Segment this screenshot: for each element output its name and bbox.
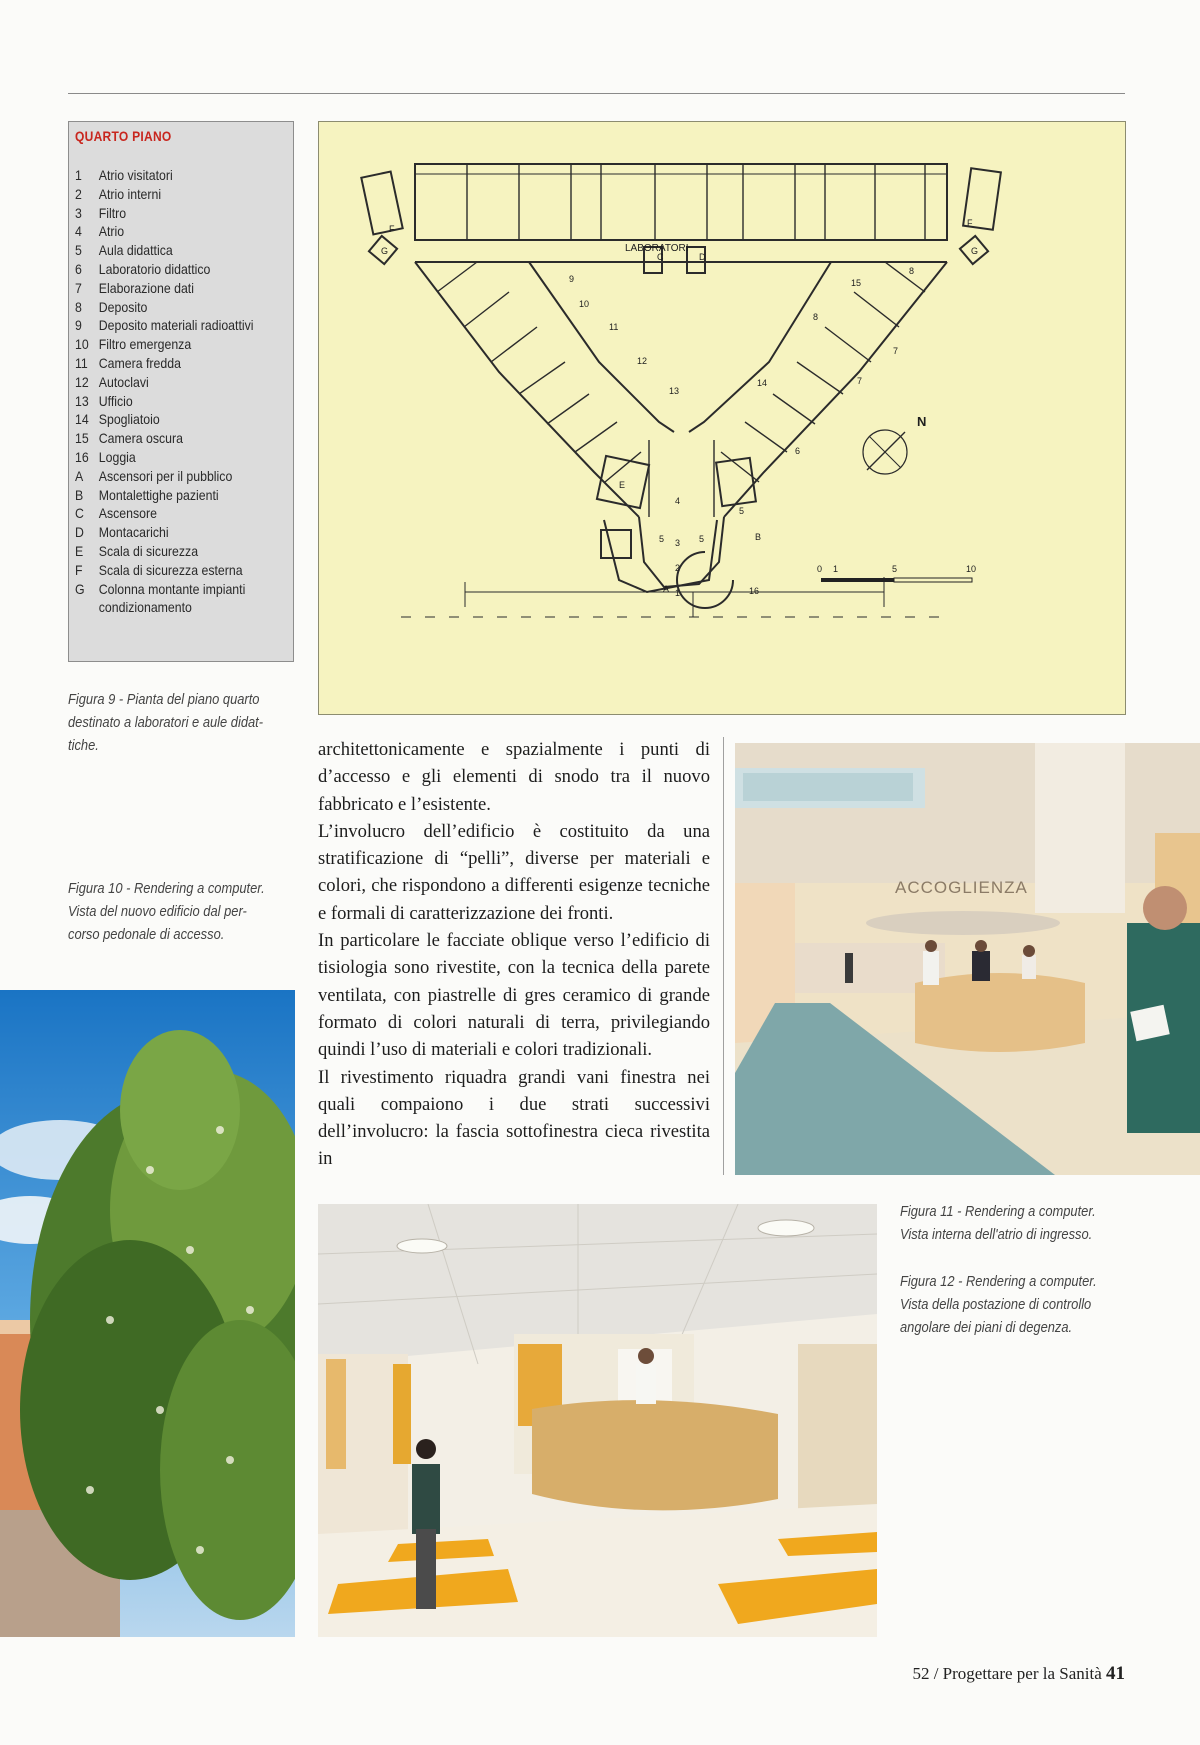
legend-key: F: [75, 561, 83, 578]
room-label: 9: [569, 274, 575, 284]
legend-label: Elaborazione dati: [98, 279, 194, 296]
legend-label: Spogliatoio: [98, 411, 160, 428]
scale-tick-label: 5: [892, 564, 898, 574]
legend-key: 3: [75, 204, 82, 221]
caption-figure-10: [68, 877, 265, 946]
legend-item: [75, 504, 291, 523]
legend-item: [75, 580, 291, 599]
column-rule: [723, 737, 724, 1175]
caption-line: tiche.: [68, 737, 99, 754]
legend-item: [75, 204, 291, 223]
legend-item: [75, 316, 291, 335]
legend-key: 16: [75, 448, 89, 465]
legend-label: Laboratorio didattico: [98, 260, 211, 277]
legend-item: [75, 279, 291, 298]
room-label: A: [663, 584, 670, 594]
legend-label: condizionamento: [98, 599, 192, 616]
legend-label: Atrio visitatori: [98, 167, 173, 183]
room-label: 8: [909, 266, 915, 276]
legend-key: 14: [75, 411, 89, 428]
legend-item: [75, 373, 291, 392]
legend-label: Scala di sicurezza esterna: [98, 561, 243, 578]
legend-label: Deposito: [98, 298, 148, 315]
caption-line: Figura 11 - Rendering a computer.: [900, 1203, 1096, 1220]
room-label: 5: [659, 534, 665, 544]
room-label: 11: [609, 322, 619, 332]
legend-item: [75, 298, 291, 317]
legend-key: C: [75, 505, 84, 522]
room-label: E: [619, 480, 626, 490]
legend-key: 10: [75, 336, 89, 353]
room-label: 15: [851, 278, 862, 288]
room-label: 4: [675, 496, 681, 506]
room-label: 2: [675, 563, 681, 573]
legend-label: Filtro: [98, 204, 127, 221]
legend-key: 7: [75, 279, 82, 296]
floor-plan-drawing: [319, 122, 1127, 716]
legend-key: 4: [75, 223, 82, 240]
legend-item: [75, 467, 291, 486]
legend-item: [75, 542, 291, 561]
room-label: D: [699, 252, 706, 262]
legend-item: [75, 166, 291, 185]
legend-label: Deposito materiali radioattivi: [98, 317, 254, 334]
paragraph: L’involucro dell’edificio è costituito da una stratificazione di “pelli”, diverse per materiali e colori, che rispondono a differenti esigenze tecniche e formali di caratterizzazione dei fronti.: [318, 820, 710, 924]
room-label: 8: [813, 312, 819, 322]
legend-label: Atrio interni: [98, 185, 162, 202]
legend-label: Camera fredda: [98, 354, 181, 371]
room-label: F: [389, 224, 395, 234]
legend-key: 13: [75, 392, 89, 409]
legend-item: [75, 392, 291, 411]
caption-line: Vista del nuovo edificio dal per-: [68, 903, 247, 920]
paragraph: In particolare le facciate oblique verso l’edificio di tisiologia sono rivestite, con la tecnica della parete ventilata, con piastrelle di gres ceramico di grande formato di colori naturali di terra, privilegiando quindi l’uso di materiali e colori tradizionali.: [318, 930, 710, 1061]
scale-tick-label: 10: [966, 564, 977, 574]
lab-block: [415, 164, 947, 240]
legend-key: G: [75, 580, 85, 597]
room-label: 13: [669, 386, 680, 396]
legend-key: 5: [75, 242, 82, 259]
legend-item: [75, 260, 291, 279]
legend-key: 15: [75, 430, 89, 447]
photo-building-exterior: [0, 990, 295, 1637]
legend-key: B: [75, 486, 84, 503]
legend-item: [75, 185, 291, 204]
issue-number: 41: [1106, 1663, 1125, 1684]
room-label: 6: [795, 446, 801, 456]
legend-item: [75, 354, 291, 373]
room-label: 7: [893, 346, 899, 356]
legend-label: Scala di sicurezza: [98, 542, 199, 559]
article-body: [318, 736, 710, 1173]
legend-item: [75, 429, 291, 448]
legend-key: 12: [75, 373, 89, 390]
legend-label: Montalettighe pazienti: [98, 486, 219, 503]
north-label: N: [917, 414, 927, 429]
paragraph: architettonicamente e spazialmente i punti di d’accesso e gli elementi di snodo tra il nuovo fabbricato e l’esistente.: [318, 739, 710, 815]
legend-label: Colonna montante impianti: [98, 580, 246, 597]
top-rule: [68, 93, 1125, 94]
caption-figure-11: [900, 1200, 1096, 1246]
legend-item: [75, 486, 291, 505]
legend-label: Atrio: [98, 223, 125, 240]
caption-line: Figura 12 - Rendering a computer.: [900, 1273, 1097, 1290]
legend-key: 1: [75, 167, 82, 183]
plan-label-laboratori: LABORATORI: [625, 243, 689, 254]
room-label: B: [755, 532, 762, 542]
caption-line: corso pedonale di accesso.: [68, 926, 225, 943]
paragraph: Il rivestimento riquadra grandi vani finestra nei quali compaiono i due strati successivi dell’involucro: la fascia sottofinestra cieca rivestita in: [318, 1066, 710, 1170]
room-label: 7: [857, 376, 863, 386]
legend-key: 11: [75, 354, 88, 371]
caption-figure-12: [900, 1270, 1097, 1339]
room-label: 12: [637, 356, 648, 366]
legend-item: [75, 523, 291, 542]
scale-tick-label: 0: [817, 564, 823, 574]
caption-line: angolare dei piani di degenza.: [900, 1319, 1073, 1336]
legend-item: [75, 410, 291, 429]
room-label: 1: [675, 588, 681, 598]
legend-item: [75, 448, 291, 467]
caption-line: Figura 9 - Pianta del piano quarto: [68, 691, 260, 708]
legend-key: 8: [75, 298, 82, 315]
legend-label: Loggia: [98, 448, 136, 465]
room-label: 14: [757, 378, 768, 388]
legend-label: Filtro emergenza: [98, 336, 192, 353]
legend-item: [75, 222, 291, 241]
floor-plan: [318, 121, 1126, 715]
room-label: C: [657, 252, 664, 262]
legend-key: 2: [75, 185, 82, 202]
room-label: 5: [739, 506, 745, 516]
legend-label: Ufficio: [98, 392, 133, 409]
scale-tick-label: 1: [833, 564, 839, 574]
page-footer: [912, 1663, 1125, 1685]
room-label: G: [381, 246, 389, 256]
legend-label: Ascensore: [98, 505, 157, 522]
caption-line: Vista della postazione di controllo: [900, 1296, 1092, 1313]
caption-line: Figura 10 - Rendering a computer.: [68, 880, 265, 897]
caption-figure-9: [68, 688, 263, 757]
legend-label: Montacarichi: [98, 524, 169, 541]
accoglienza-sign: ACCOGLIENZA: [895, 878, 1028, 897]
scale-bar: [821, 578, 972, 582]
room-label: F: [967, 218, 973, 228]
footer-text: 52 / Progettare per la Sanità: [912, 1664, 1102, 1683]
room-label: 10: [579, 299, 590, 309]
legend-key: D: [75, 524, 84, 541]
legend-box: [68, 121, 294, 662]
room-label: 3: [675, 538, 681, 548]
legend-key: A: [75, 467, 84, 484]
legend-item: [75, 598, 291, 617]
legend-key: 9: [75, 317, 82, 334]
legend-label: Ascensori per il pubblico: [98, 467, 233, 484]
legend-label: Camera oscura: [98, 430, 183, 447]
photo-entrance-atrium: [735, 743, 1200, 1175]
photo-control-station: [318, 1204, 877, 1637]
room-label: 16: [749, 586, 760, 596]
legend-key: 6: [75, 260, 82, 277]
legend-item: [75, 561, 291, 580]
legend-list: [75, 166, 287, 617]
legend-label: Aula didattica: [98, 242, 173, 259]
legend-title: QUARTO PIANO: [75, 128, 172, 144]
legend-label: Autoclavi: [98, 373, 149, 390]
legend-key: E: [75, 542, 84, 559]
room-label: 5: [699, 534, 705, 544]
caption-line: Vista interna dell'atrio di ingresso.: [900, 1226, 1093, 1243]
legend-key: [75, 598, 99, 617]
caption-line: destinato a laboratori e aule didat-: [68, 714, 264, 731]
room-label: G: [971, 246, 979, 256]
legend-item: [75, 335, 291, 354]
legend-item: [75, 241, 291, 260]
